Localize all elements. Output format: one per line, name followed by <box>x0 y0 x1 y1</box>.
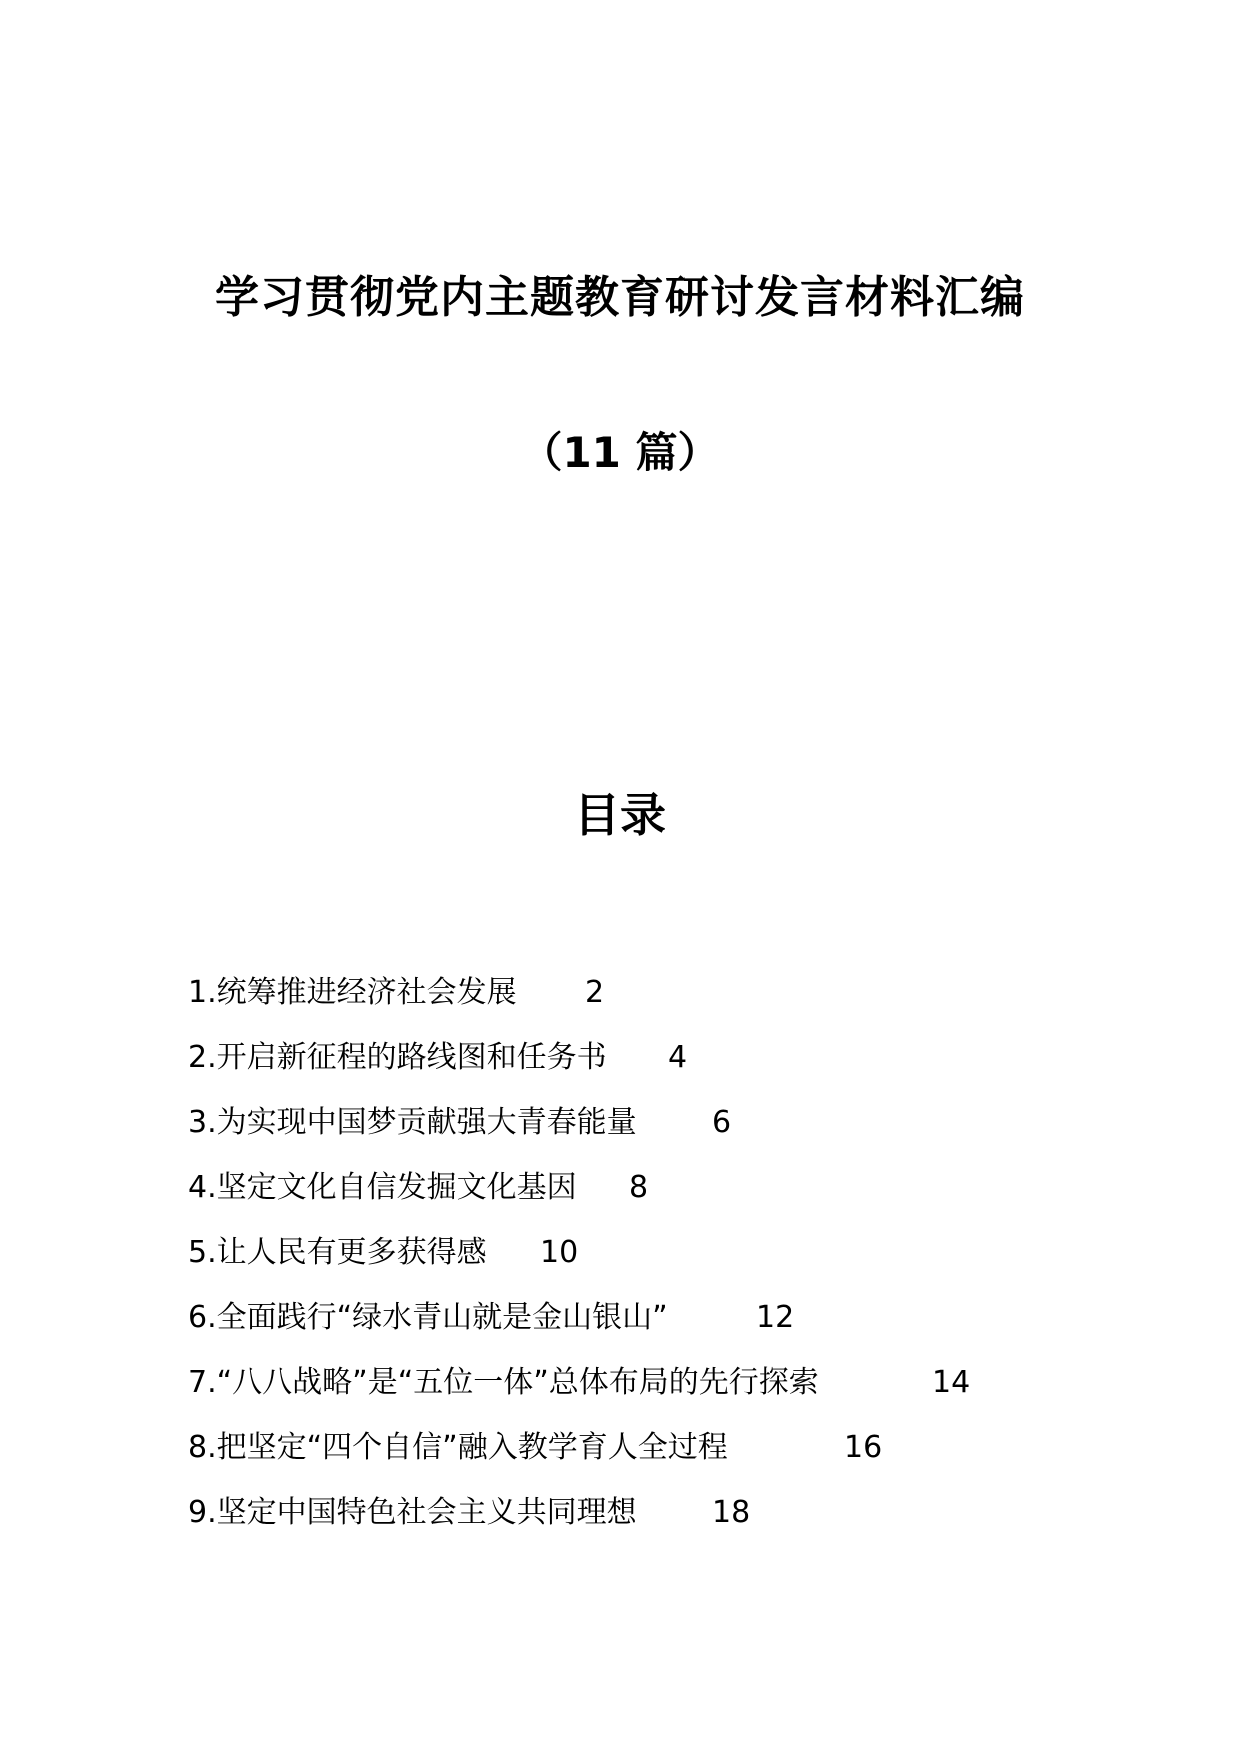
toc-item-title: 1.统筹推进经济社会发展 <box>188 975 517 1010</box>
toc-item-title: 5.让人民有更多获得感 <box>188 1235 487 1270</box>
toc-item-title: 2.开启新征程的路线图和任务书 <box>188 1040 607 1075</box>
toc-item-title: 3.为实现中国梦贡献强大青春能量 <box>188 1105 637 1140</box>
toc-item-page: 4 <box>668 1040 688 1075</box>
document-subtitle: （11 篇） <box>520 428 720 477</box>
toc-item-page: 10 <box>540 1235 579 1270</box>
toc-item-title: 8.把坚定“四个自信”融入教学育人全过程 <box>188 1430 728 1465</box>
toc-item[interactable] <box>188 1360 971 1425</box>
toc-item-page: 14 <box>932 1365 971 1400</box>
toc-item-page: 8 <box>629 1170 649 1205</box>
toc-item-title: 7.“八八战略”是“五位一体”总体布局的先行探索 <box>188 1365 819 1400</box>
toc-item[interactable] <box>188 1425 883 1490</box>
toc-item-page: 18 <box>712 1495 751 1530</box>
toc-heading: 目录 <box>574 788 666 842</box>
toc-item-title: 6.全面践行“绿水青山就是金山银山” <box>188 1300 668 1335</box>
toc-item[interactable] <box>188 1035 819 1100</box>
toc-item-page: 16 <box>844 1430 883 1465</box>
toc-item-title: 4.坚定文化自信发掘文化基因 <box>188 1170 577 1205</box>
toc-item-title: 9.坚定中国特色社会主义共同理想 <box>188 1495 637 1530</box>
document-title: 学习贯彻党内主题教育研讨发言材料汇编 <box>215 272 1025 323</box>
toc-item[interactable] <box>188 970 819 1035</box>
table-of-contents <box>188 970 971 1555</box>
toc-item[interactable] <box>188 1230 819 1295</box>
toc-item-page: 6 <box>712 1105 732 1140</box>
toc-item[interactable] <box>188 1100 819 1165</box>
toc-item[interactable] <box>188 1165 819 1230</box>
toc-item-page: 12 <box>756 1300 795 1335</box>
toc-item-page: 2 <box>585 975 605 1010</box>
toc-item[interactable] <box>188 1295 819 1360</box>
toc-item[interactable] <box>188 1490 819 1555</box>
